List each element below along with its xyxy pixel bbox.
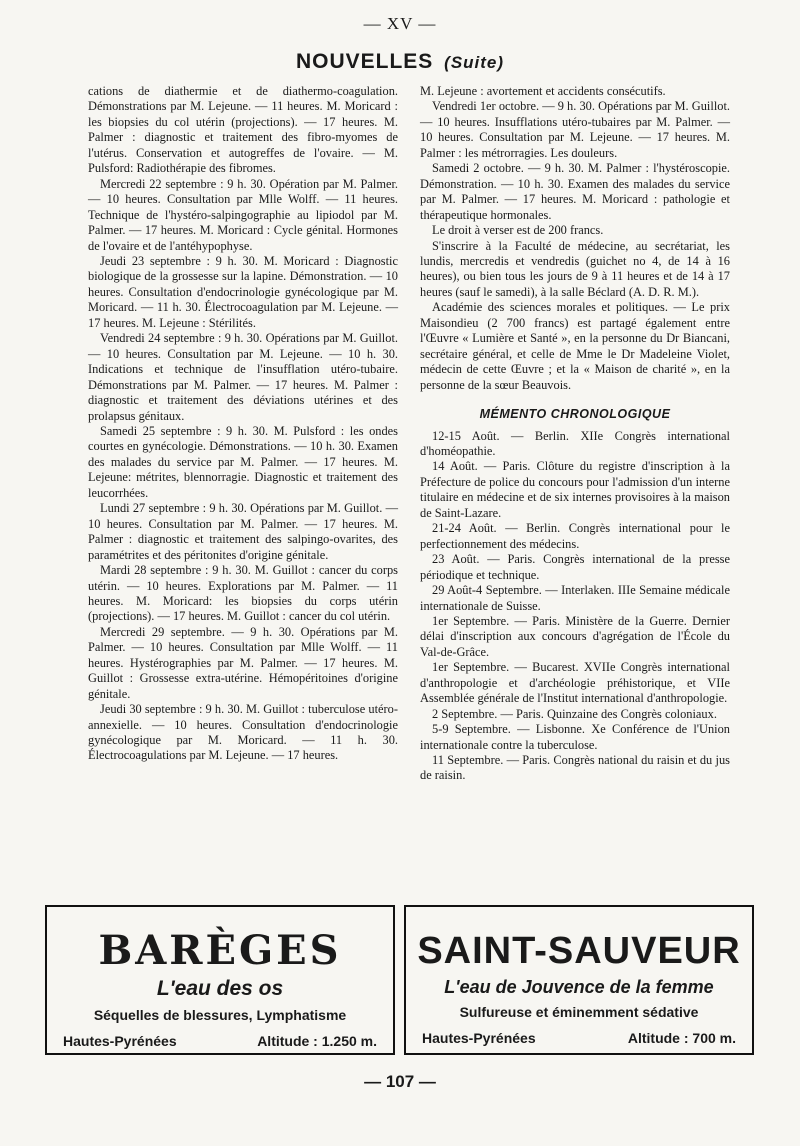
left-column xyxy=(88,84,398,764)
right-column xyxy=(420,84,730,784)
ad-saint-sauveur-subtitle: Sulfureuse et éminemment sédative xyxy=(459,1004,699,1020)
section-title-suffix: (Suite) xyxy=(444,53,505,72)
paragraph: Académie des sciences morales et politiques. — Le prix Maisondieu (2 700 francs) est partagé également entre l'Œuvre « Lumière et Santé », en la personne du Dr Biancani, secrétaire général, et celle de Mme le Dr Madeleine Violet, médecin de cette Œuvre ; et la « Maison de charité », en la personne de la sœur Beauvois. xyxy=(420,300,730,392)
ad-saint-sauveur-footer xyxy=(406,1030,752,1046)
ad-bareges-name: BARÈGES xyxy=(98,927,342,974)
ad-saint-sauveur-altitude: Altitude : 700 m. xyxy=(627,1030,736,1046)
memento-entry: 14 Août. — Paris. Clôture du registre d'inscription à la Préfecture de police du concours pour l'admission d'un interne titulaire en médecine et de six internes provisoires à la maison de Saint-Lazare. xyxy=(420,459,730,520)
ad-bareges-altitude: Altitude : 1.250 m. xyxy=(257,1033,377,1049)
memento-entry: 1er Septembre. — Bucarest. XVIIe Congrès international d'anthropologie et d'archéologie préhistorique, et VIIe Assemblée générale de l'Institut international d'anthropologie. xyxy=(420,660,730,706)
paragraph: Samedi 2 octobre. — 9 h. 30. M. Palmer : l'hystéroscopie. Démonstration. — 10 h. 30. Examen des malades du service par M. Palmer. — 17 heures. M. Moricard : pathologie et thérapeutique hormonales. xyxy=(420,161,730,222)
memento-entry: 21-24 Août. — Berlin. Congrès international pour le perfectionnement des médecins. xyxy=(420,521,730,551)
ad-bareges-footer xyxy=(47,1033,393,1049)
ad-saint-sauveur-tagline: L'eau de Jouvence de la femme xyxy=(444,977,714,997)
paragraph: Vendredi 24 septembre : 9 h. 30. Opérations par M. Guillot. — 10 heures. Consultation par M. Lejeune. — 10 h. 30. Indications et technique de l'insufflation utéro-tubaire. Démonstrations par M. Palmer. — 17 heures. M. Palmer : diagnostic et traitement des déviations utérines et des prolapsus génitaux. xyxy=(88,331,398,423)
memento-heading: MÉMENTO CHRONOLOGIQUE xyxy=(479,407,671,422)
paragraph: Jeudi 30 septembre : 9 h. 30. M. Guillot : tuberculose utéro-annexielle. — 10 heures. Consultation d'endocrinologie gynécologique par M. Moricard. — 11 h. 30. Électrocoagulations par M. Lejeune. — 17 heures. xyxy=(88,702,398,763)
memento-entry: 12-15 Août. — Berlin. XIIe Congrès international d'homéopathie. xyxy=(420,428,730,458)
paragraph: S'inscrire à la Faculté de médecine, au secrétariat, les lundis, mercredis et vendredis (guichet no 4, de 14 à 16 heures), ou bien tous les jours de 9 à 11 heures et de 14 à 17 heures (sauf le samedi), à la salle Béclard (A. D. R. M.). xyxy=(420,238,730,299)
paragraph: Mercredi 22 septembre : 9 h. 30. Opération par M. Palmer. — 10 heures. Consultation par Mlle Wolff. — 11 heures. Technique de l'hystéro-salpingographie au lipiodol par M. Palmer. — 17 heures. M. Moricard : Cycle génital. Hormones de l'ovaire et de l'antéhypophyse. xyxy=(88,176,398,253)
running-head: — XV — xyxy=(363,14,437,33)
memento-entry: 5-9 Septembre. — Lisbonne. Xe Conférence de l'Union internationale contre la tuberculose. xyxy=(420,722,730,752)
ad-bareges-subtitle: Séquelles de blessures, Lymphatisme xyxy=(93,1007,347,1023)
paragraph: M. Lejeune : avortement et accidents consécutifs. xyxy=(420,84,666,98)
paragraph: cations de diathermie et de diathermo-coagulation. Démonstrations par M. Lejeune. — 11 heures. M. Moricard : les biopsies du col utérin (projections). — 17 heures. M. Palmer : diagnostic et traitement des fibro-myomes de l'utérus. Conservation et autogreffes de l'ovaire. — M. Pulsford: Radiothérapie des fibromes. xyxy=(88,84,398,176)
memento-entry: 29 Août-4 Septembre. — Interlaken. IIIe Semaine médicale internationale de Suisse. xyxy=(420,583,730,613)
paragraph: Mercredi 29 septembre. — 9 h. 30. Opérations par M. Palmer. — 10 heures. Consultation par Mlle Wolff. — 11 heures. Hystérographies par M. Palmer. — 17 heures. M. Guillot : Grossesse extra-utérine. Hémopéritoines d'origine génitale. xyxy=(88,624,398,701)
ad-saint-sauveur-name: SAINT-SAUVEUR xyxy=(417,930,741,972)
paragraph: Samedi 25 septembre : 9 h. 30. M. Pulsford : les ondes courtes en gynécologie. Démonstrations. — 10 h. 30. Examen des malades du service par M. Palmer. — 17 heures. M. Lejeune: métrites, blennorragie. Diagnostic et traitement des leucorrhées. xyxy=(88,423,398,500)
section-title xyxy=(0,50,800,74)
ad-bareges xyxy=(45,905,395,1055)
paragraph: Le droit à verser est de 200 francs. xyxy=(432,223,604,238)
memento-entry: 1er Septembre. — Paris. Ministère de la Guerre. Dernier délai d'inscription aux concours d'agrégation de l'École du Val-de-Grâce. xyxy=(420,613,730,659)
section-title-text: NOUVELLES xyxy=(295,50,434,73)
memento-entry: 2 Septembre. — Paris. Quinzaine des Congrès coloniaux. xyxy=(432,706,717,721)
memento-entry: 23 Août. — Paris. Congrès international de la presse périodique et technique. xyxy=(420,552,730,582)
ad-bareges-tagline: L'eau des os xyxy=(156,977,284,1000)
paragraph: Vendredi 1er octobre. — 9 h. 30. Opérations par M. Guillot. — 10 heures. Insufflations utéro-tubaires par M. Palmer. — 10 heures. Consultation par M. Lejeune. — 17 heures. M. Palmer : les métrorragies. Les douleurs. xyxy=(420,99,730,160)
ad-saint-sauveur-location: Hautes-Pyrénées xyxy=(422,1030,536,1046)
page-number: — 107 — xyxy=(364,1072,436,1091)
paragraph: Lundi 27 septembre : 9 h. 30. Opérations par M. Guillot. — 10 heures. Consultation par M. Palmer. — 17 heures. M. Palmer : diagnostic et traitement des salpingo-ovarites, des paramétrites et des péritonites d'origine génitale. xyxy=(88,501,398,562)
paragraph: Jeudi 23 septembre : 9 h. 30. M. Moricard : Diagnostic biologique de la grossesse sur la lapine. Démonstration. — 10 heures. Consultation d'endocrinologie gynécologique par M. Moricard. — 11 h. 30. Électrocoagulation par M. Lejeune. — 17 heures. M. Lejeune : Stérilités. xyxy=(88,253,398,330)
ad-saint-sauveur xyxy=(404,905,754,1055)
paragraph: Mardi 28 septembre : 9 h. 30. M. Guillot : cancer du corps utérin. — 10 heures. Explorations par M. Palmer. — 11 heures. M. Moricard: les biopsies du corps utérin (projections). — 17 heures. M. Guillot : cancer du col utérin. xyxy=(88,563,398,624)
memento-entry: 11 Septembre. — Paris. Congrès national du raisin et du jus de raisin. xyxy=(420,753,730,783)
ad-bareges-location: Hautes-Pyrénées xyxy=(63,1033,177,1049)
